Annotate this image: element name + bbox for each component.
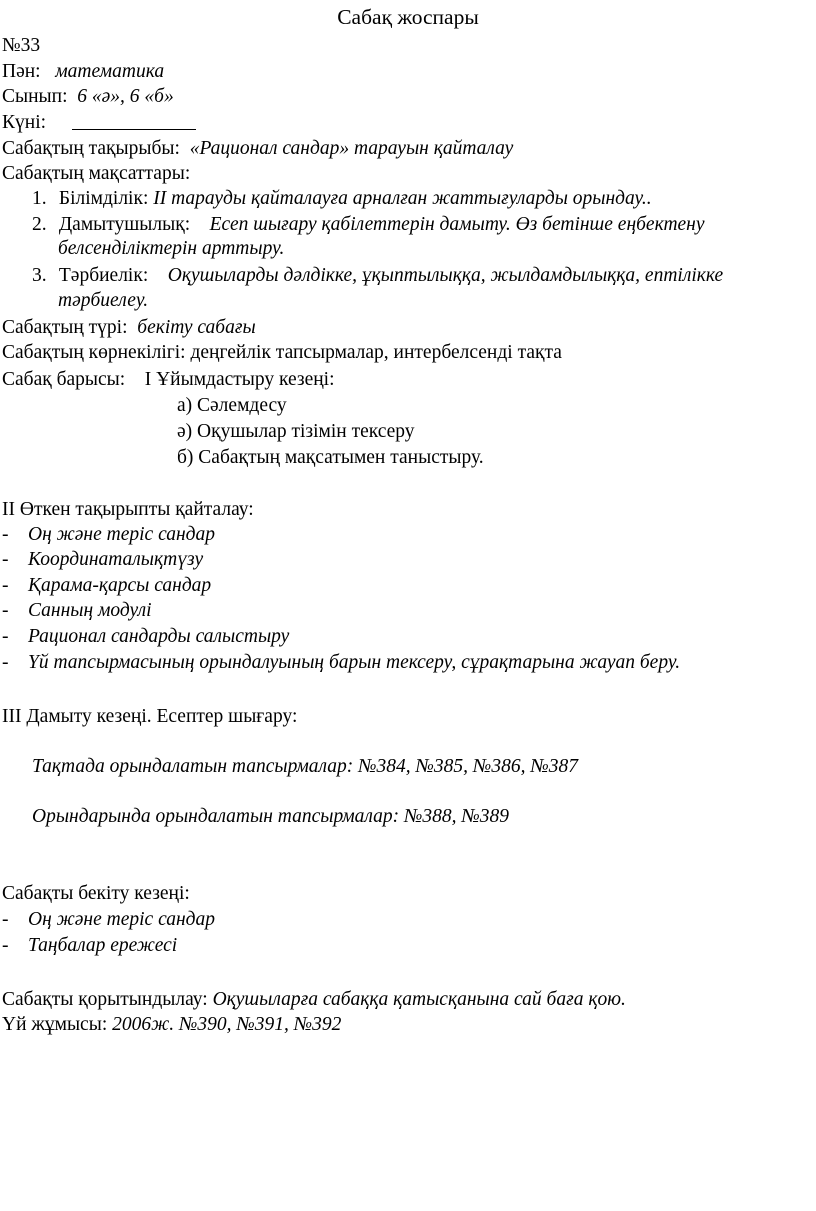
goals-heading: Сабақтың мақсаттары: — [2, 163, 191, 184]
review-item-text: Координаталықтүзу — [28, 549, 204, 570]
goal-number: 1. — [32, 188, 47, 209]
summary-line — [2, 988, 626, 1012]
lesson-type-value: бекіту сабағы — [137, 317, 256, 338]
bullet-dash: - — [2, 549, 9, 570]
development-heading: III Дамыту кезеңі. Есептер шығару: — [2, 706, 298, 727]
summary-label: Сабақты қорытындылау: — [2, 989, 208, 1010]
lesson-type-line — [2, 316, 256, 340]
bullet-dash: - — [2, 909, 9, 930]
homework-value: 2006ж. №390, №391, №392 — [112, 1014, 342, 1035]
bullet-dash: - — [2, 600, 9, 621]
topic-value: «Рационал сандар» тарауын қайталау — [189, 138, 514, 159]
grade-value: 6 «ә», 6 «б» — [77, 86, 174, 107]
bullet-dash: - — [2, 524, 9, 545]
subject-label: Пән: — [2, 61, 41, 82]
review-item-text: Оң және теріс сандар — [28, 524, 216, 545]
progress-line — [2, 368, 335, 392]
topic-line — [2, 137, 513, 161]
goal-item — [32, 187, 652, 211]
goal-text-continued: белсенділіктерін арттыру. — [58, 238, 285, 259]
date-blank-line — [72, 111, 196, 130]
subject-line — [2, 60, 164, 84]
goal-number: 2. — [32, 214, 47, 235]
visual-aids-value: деңгейлік тапсырмалар, интербелсенді тақта — [190, 342, 562, 363]
review-list-item — [2, 523, 215, 547]
review-item-text: Қарама-қарсы сандар — [28, 575, 212, 596]
bullet-dash: - — [2, 935, 9, 956]
review-item-text: Санның модулі — [28, 600, 152, 621]
grade-line — [2, 85, 174, 109]
visual-aids-line — [2, 341, 562, 365]
review-list-item — [2, 625, 289, 649]
review-item-text: Рационал сандарды салыстыру — [28, 626, 290, 647]
board-tasks: Тақтада орындалатын тапсырмалар: №384, №385, №386, №387 — [32, 756, 578, 777]
lesson-type-label: Сабақтың түрі: — [2, 317, 128, 338]
goal-text: Оқушыларды дәлдікке, ұқыптылыққа, жылдамдылыққа, ептілікке — [167, 265, 724, 286]
goal-label: Тәрбиелік: — [58, 265, 149, 286]
goal-text: Есеп шығару қабілеттерін дамыту. Өз бетінше еңбектену — [209, 214, 705, 235]
review-item-text: Үй тапсырмасының орындалуының барын тексеру, сұрақтарына жауап беру. — [28, 652, 681, 673]
review-list-item — [2, 599, 152, 623]
consolidation-item-text: Таңбалар ережесі — [28, 935, 178, 956]
stage-item: а) Сәлемдесу — [177, 395, 287, 416]
goal-label: Білімділік: — [58, 188, 149, 209]
stage-item: ә) Оқушылар тізімін тексеру — [177, 421, 415, 442]
consolidation-item-text: Оң және теріс сандар — [28, 909, 216, 930]
review-list-item — [2, 548, 203, 572]
date-line — [2, 111, 196, 135]
seat-tasks: Орындарында орындалатын тапсырмалар: №388, №389 — [32, 806, 510, 827]
consolidation-heading: Сабақты бекіту кезеңі: — [2, 883, 190, 904]
review-heading: II Өткен тақырыпты қайталау: — [2, 499, 254, 520]
homework-line — [2, 1013, 341, 1037]
goal-text-continued: тәрбиелеу. — [58, 290, 149, 311]
stage-item: б) Сабақтың мақсатымен таныстыру. — [177, 447, 484, 468]
page-title: Сабақ жоспары — [337, 5, 479, 29]
grade-label: Сынып: — [2, 86, 68, 107]
visual-aids-label: Сабақтың көрнекілігі: — [2, 342, 186, 363]
summary-value: Оқушыларға сабаққа қатысқанына сай баға қою. — [212, 989, 626, 1010]
goal-item — [32, 264, 723, 288]
bullet-dash: - — [2, 575, 9, 596]
subject-value: математика — [55, 61, 165, 82]
homework-label: Үй жұмысы: — [2, 1014, 108, 1035]
review-list-item — [2, 651, 680, 675]
goal-label: Дамытушылық: — [58, 214, 191, 235]
goal-text: II тарауды қайталауға арналған жаттығуларды орындау.. — [153, 188, 652, 209]
stage-1-heading: I Ұйымдастыру кезеңі: — [144, 369, 335, 390]
lesson-number: №33 — [2, 35, 41, 56]
review-list-item — [2, 574, 211, 598]
date-label: Күні: — [2, 112, 47, 133]
consolidation-list-item — [2, 908, 215, 932]
bullet-dash: - — [2, 652, 9, 673]
bullet-dash: - — [2, 626, 9, 647]
progress-label: Сабақ барысы: — [2, 369, 126, 390]
topic-label: Сабақтың тақырыбы: — [2, 138, 180, 159]
goal-item — [32, 213, 705, 237]
goal-number: 3. — [32, 265, 47, 286]
consolidation-list-item — [2, 934, 177, 958]
